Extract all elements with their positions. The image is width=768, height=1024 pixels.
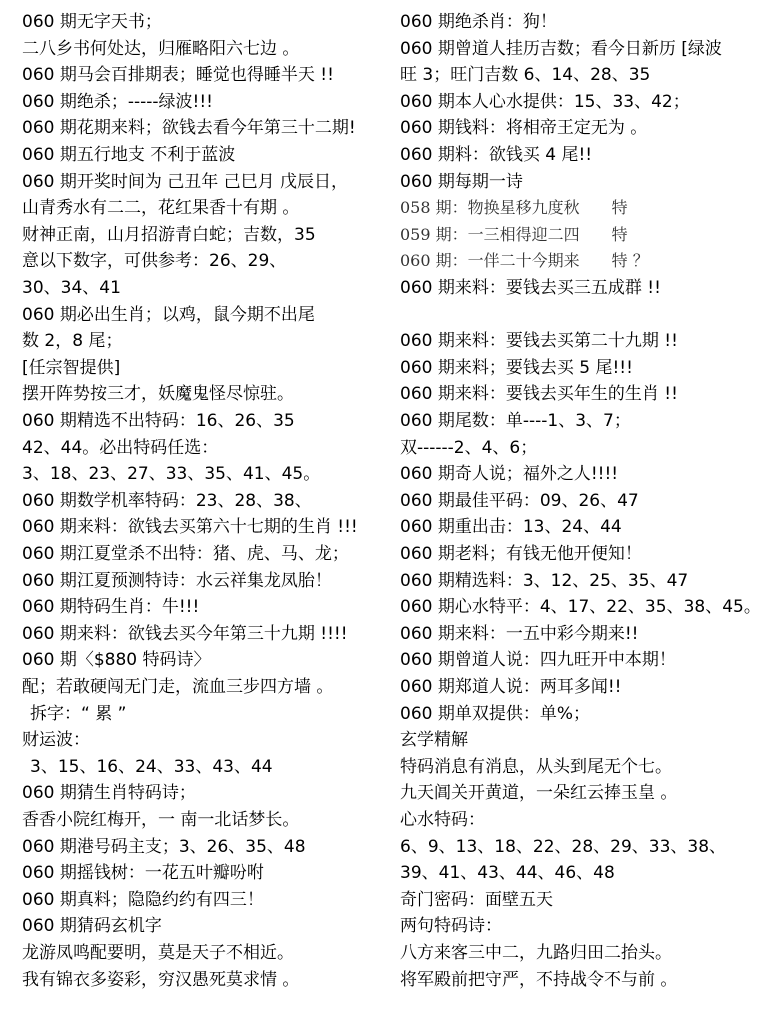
left-text-line: 060 期开奖时间为 己丑年 己巳月 戊辰日， bbox=[22, 171, 349, 192]
right-text-line: 059 期：一三相得迎二四 特 bbox=[400, 224, 628, 244]
left-text-line: 060 期五行地支 不利于蓝波 bbox=[22, 145, 236, 165]
right-text-line: 060 期来料：一五中彩今期来!! bbox=[400, 623, 639, 644]
left-text-line: 060 期〈$880 特码诗〉 bbox=[22, 650, 211, 671]
right-text-line: 双------2、4、6； bbox=[400, 437, 538, 458]
right-text-line: 060 期重出击：13、24、44 bbox=[400, 517, 622, 538]
left-text-line: 3、15、16、24、33、43、44 bbox=[30, 756, 273, 777]
left-text-line: 意以下数字，可供参考：26、29、 bbox=[22, 251, 287, 272]
right-text-line: 060 期来料：要钱去买第二十九期 !! bbox=[400, 331, 678, 352]
right-text-line: 060 期来料：要钱去买三五成群 !! bbox=[400, 278, 661, 298]
right-text-line: 060 期老料；有钱无他开便知！ bbox=[400, 544, 642, 564]
right-text-line: 心水特码： bbox=[400, 810, 485, 830]
left-text-line: 财神正南，山月招游青白蛇；吉数，35 bbox=[22, 224, 316, 245]
left-text-line: 二八乡书何处达，归雁略阳六七边 。 bbox=[22, 38, 300, 59]
left-text-line: 060 期来料：欲钱去买第六十七期的生肖 !!! bbox=[22, 517, 358, 538]
left-text-line: 财运波： bbox=[22, 730, 90, 751]
left-text-line: 060 期来料：欲钱去买今年第三十九期 !!!! bbox=[22, 623, 348, 644]
right-text-line: 060 期郑道人说：两耳多闻!! bbox=[400, 677, 622, 697]
left-text-line: 060 期港号码主支；3、26、35、48 bbox=[22, 836, 306, 857]
right-text-line: 060 期单双提供：单%； bbox=[400, 703, 591, 724]
right-text-line: 玄学精解 bbox=[400, 730, 468, 751]
left-text-line: 山青秀水有二二，花红果香十有期 。 bbox=[22, 198, 300, 219]
left-text-line: 龙游凤鸣配要明，莫是天子不相近。 bbox=[22, 943, 294, 963]
right-text-line: 060 期奇人说；福外之人!!!! bbox=[400, 464, 619, 485]
left-text-line: 配；若敢硬闯无门走，流血三步四方墙 。 bbox=[22, 677, 334, 697]
left-text-line: 060 期江夏预测特诗：水云祥集龙凤胎！ bbox=[22, 570, 332, 591]
right-text-line: 060 期心水特平：4、17、22、35、38、45。 bbox=[400, 597, 761, 618]
right-text-line: 060 期来料；要钱去买 5 尾!!! bbox=[400, 357, 633, 378]
left-text-line: 060 期无字天书； bbox=[22, 12, 162, 32]
right-text-line: 060 期钱料：将相帝王定无为 。 bbox=[400, 118, 648, 139]
right-text-line: 060 期料：欲钱买 4 尾!! bbox=[400, 145, 593, 165]
right-text-line: 060 期来料：要钱去买年生的生肖 !! bbox=[400, 384, 678, 405]
right-text-line: 八方来客三中二，九路归田二抬头。 bbox=[400, 943, 672, 963]
left-text-line: 060 期绝杀；-----绿波!!! bbox=[22, 91, 213, 112]
left-text-line: [任宗智提供] bbox=[22, 357, 121, 378]
right-text-line: 6、9、13、18、22、28、29、33、38、 bbox=[400, 836, 727, 857]
right-text-line: 39、41、43、44、46、48 bbox=[400, 863, 615, 884]
right-text-line: 058 期：物换星移九度秋 特 bbox=[400, 198, 628, 218]
left-text-line: 060 期猜生肖特码诗； bbox=[22, 783, 196, 804]
left-text-line: 060 期江夏堂杀不出特：猪、虎、马、龙； bbox=[22, 544, 349, 564]
left-text-line: 摆开阵势按三才，妖魔鬼怪尽惊驻。 bbox=[22, 384, 294, 405]
right-text-line: 060 期最佳平码：09、26、47 bbox=[400, 490, 639, 511]
right-text-line: 060 期曾道人挂历吉数；看今日新历 [绿波 bbox=[400, 38, 722, 59]
right-text-line: 旺 3；旺门吉数 6、14、28、35 bbox=[400, 65, 651, 86]
left-text-line: 42、44。必出特码任选： bbox=[22, 437, 219, 458]
left-text-line: 数 2，8 尾； bbox=[22, 331, 123, 352]
left-text-line: 060 期真料；隐隐约约有四三！ bbox=[22, 889, 264, 910]
left-text-line: 拆字：“ 累 ” bbox=[30, 703, 127, 724]
left-text-line: 30、34、41 bbox=[22, 278, 121, 298]
right-text-line: 060 期绝杀肖：狗！ bbox=[400, 12, 557, 32]
right-text-line: 060 期曾道人说：四九旺开中本期！ bbox=[400, 650, 676, 671]
right-text-line: 奇门密码：面壁五天 bbox=[400, 889, 553, 910]
right-text-line: 将军殿前把守严，不持战令不与前 。 bbox=[400, 969, 678, 990]
left-text-line: 香香小院红梅开，一 南一北话梦长。 bbox=[22, 810, 300, 830]
right-text-line: 九天阊关开黄道，一朵红云捧玉皇 。 bbox=[400, 783, 678, 804]
left-text-line: 060 期特码生肖：牛!!! bbox=[22, 597, 200, 618]
left-text-line: 060 期猜码玄机字 bbox=[22, 916, 162, 937]
right-text-line: 060 期尾数：单----1、3、7； bbox=[400, 411, 631, 431]
right-text-line: 特码消息有消息，从头到尾无个七。 bbox=[400, 756, 672, 777]
right-text-line: 两句特码诗： bbox=[400, 916, 502, 937]
right-text-line: 060 期本人心水提供：15、33、42； bbox=[400, 91, 690, 112]
left-text-line: 我有锦衣多姿彩，穷汉愚死莫求情 。 bbox=[22, 969, 300, 990]
left-text-line: 3、18、23、27、33、35、41、45。 bbox=[22, 464, 321, 485]
left-text-line: 060 期数学机率特码：23、28、38、 bbox=[22, 490, 312, 511]
left-text-line: 060 期摇钱树：一花五叶瓣吩咐 bbox=[22, 863, 264, 884]
right-text-line: 060 期每期一诗 bbox=[400, 171, 523, 192]
left-text-line: 060 期花期来料；欲钱去看今年第三十二期! bbox=[22, 118, 356, 139]
left-text-line: 060 期必出生肖；以鸡，鼠今期不出尾 bbox=[22, 304, 315, 325]
left-text-line: 060 期精选不出特码：16、26、35 bbox=[22, 411, 295, 431]
right-text-line: 060 期：一伴二十今期来 特 ？ bbox=[400, 251, 649, 271]
left-text-line: 060 期马会百排期表；睡觉也得睡半天 !! bbox=[22, 65, 334, 86]
right-text-line: 060 期精选料：3、12、25、35、47 bbox=[400, 570, 689, 591]
